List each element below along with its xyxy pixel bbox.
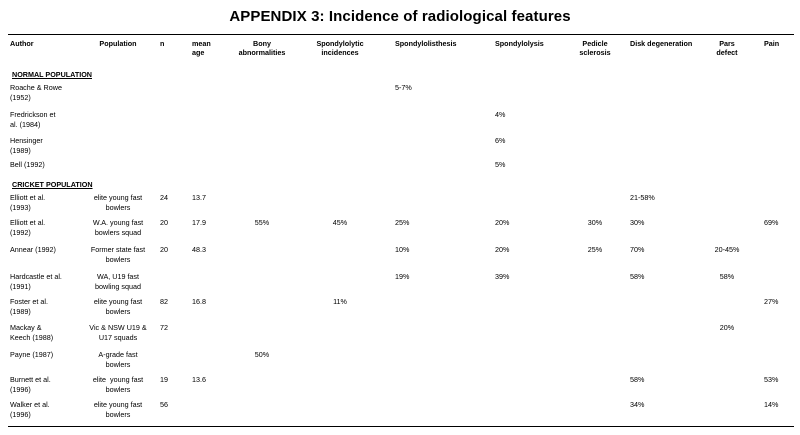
column-header-pain: Pain — [764, 39, 780, 48]
bottom-rule — [8, 426, 794, 427]
column-header-n: n — [160, 39, 165, 48]
cell-n: 82 — [160, 297, 168, 306]
cell-pars: 20-45% — [714, 245, 740, 254]
cell-disk: 58% — [630, 375, 645, 384]
cell-mean-age: 48.3 — [192, 245, 206, 254]
cell-n: 72 — [160, 323, 168, 332]
cell-disk: 70% — [630, 245, 645, 254]
cell-author: Fredrickson et al. (1984) — [10, 110, 56, 129]
cell-author: Foster et al. (1989) — [10, 297, 48, 316]
cell-spondylolisthesis: 10% — [395, 245, 410, 254]
column-header-population: Population — [99, 39, 137, 48]
cell-author: Hensinger (1989) — [10, 136, 43, 155]
cell-spondylolysis: 4% — [495, 110, 506, 119]
cell-spondylolysis: 20% — [495, 245, 510, 254]
cell-spondylolytic: 45% — [332, 218, 348, 227]
cell-population: elite young fast bowlers — [93, 193, 143, 212]
cell-author: Roache & Rowe (1952) — [10, 83, 62, 102]
column-header-pedicle: Pedicle sclerosis — [579, 39, 611, 57]
cell-population: W.A. young fast bowlers squad — [92, 218, 144, 237]
cell-population: WA, U19 fast bowling squad — [95, 272, 141, 291]
top-rule — [8, 34, 794, 35]
cell-population: Former state fast bowlers — [90, 245, 146, 264]
cell-pars: 58% — [719, 272, 735, 281]
cell-author: Elliott et al. (1993) — [10, 193, 46, 212]
cell-spondylolysis: 39% — [495, 272, 510, 281]
column-header-pars: Pars defect — [716, 39, 738, 57]
cell-author: Elliott et al. (1992) — [10, 218, 46, 237]
cell-spondylolisthesis: 25% — [395, 218, 410, 227]
cell-n: 20 — [160, 245, 168, 254]
section-title: CRICKET POPULATION — [12, 180, 93, 189]
cell-population: elite young fast bowlers — [92, 375, 144, 394]
cell-author: Annear (1992) — [10, 245, 56, 254]
cell-spondylolysis: 20% — [495, 218, 510, 227]
column-header-spondylolytic: Spondylolytic incidences — [316, 39, 364, 57]
cell-n: 20 — [160, 218, 168, 227]
cell-disk: 34% — [630, 400, 645, 409]
cell-spondylolisthesis: 5-7% — [395, 83, 412, 92]
column-header-author: Author — [10, 39, 34, 48]
cell-disk: 58% — [630, 272, 645, 281]
cell-population: Vic & NSW U19 & U17 squads — [89, 323, 147, 342]
cell-author: Hardcastle et al. (1991) — [10, 272, 62, 291]
cell-mean-age: 13.6 — [192, 375, 206, 384]
cell-pain: 53% — [764, 375, 779, 384]
column-header-spondylolisthesis: Spondylolisthesis — [395, 39, 457, 48]
cell-population: A-grade fast bowlers — [98, 350, 138, 369]
cell-spondylolisthesis: 19% — [395, 272, 410, 281]
cell-disk: 30% — [630, 218, 645, 227]
column-header-mean-age: mean age — [192, 39, 211, 57]
cell-population: elite young fast bowlers — [93, 400, 143, 419]
cell-author: Burnett et al. (1996) — [10, 375, 51, 394]
cell-author: Payne (1987) — [10, 350, 54, 359]
cell-spondylolysis: 5% — [495, 160, 506, 169]
section-title: NORMAL POPULATION — [12, 70, 92, 79]
cell-bony: 55% — [254, 218, 270, 227]
cell-n: 19 — [160, 375, 168, 384]
cell-mean-age: 17.9 — [192, 218, 206, 227]
cell-mean-age: 13.7 — [192, 193, 206, 202]
cell-pain: 69% — [764, 218, 779, 227]
cell-population: elite young fast bowlers — [93, 297, 143, 316]
cell-bony: 50% — [254, 350, 270, 359]
cell-pedicle: 25% — [587, 245, 603, 254]
cell-author: Mackay & Keech (1988) — [10, 323, 54, 342]
cell-pain: 27% — [764, 297, 779, 306]
cell-mean-age: 16.8 — [192, 297, 206, 306]
cell-n: 56 — [160, 400, 168, 409]
column-header-disk: Disk degeneration — [630, 39, 693, 48]
cell-disk: 21-58% — [630, 193, 655, 202]
cell-n: 24 — [160, 193, 168, 202]
page-title: APPENDIX 3: Incidence of radiological features — [229, 8, 571, 25]
column-header-bony: Bony abnormalities — [238, 39, 286, 57]
cell-spondylolysis: 6% — [495, 136, 506, 145]
cell-pars: 20% — [719, 323, 735, 332]
cell-spondylolytic: 11% — [333, 297, 347, 306]
cell-pain: 14% — [764, 400, 779, 409]
cell-pedicle: 30% — [587, 218, 603, 227]
cell-author: Bell (1992) — [10, 160, 45, 169]
column-header-spondylolysis: Spondylolysis — [495, 39, 544, 48]
cell-author: Walker et al. (1996) — [10, 400, 50, 419]
